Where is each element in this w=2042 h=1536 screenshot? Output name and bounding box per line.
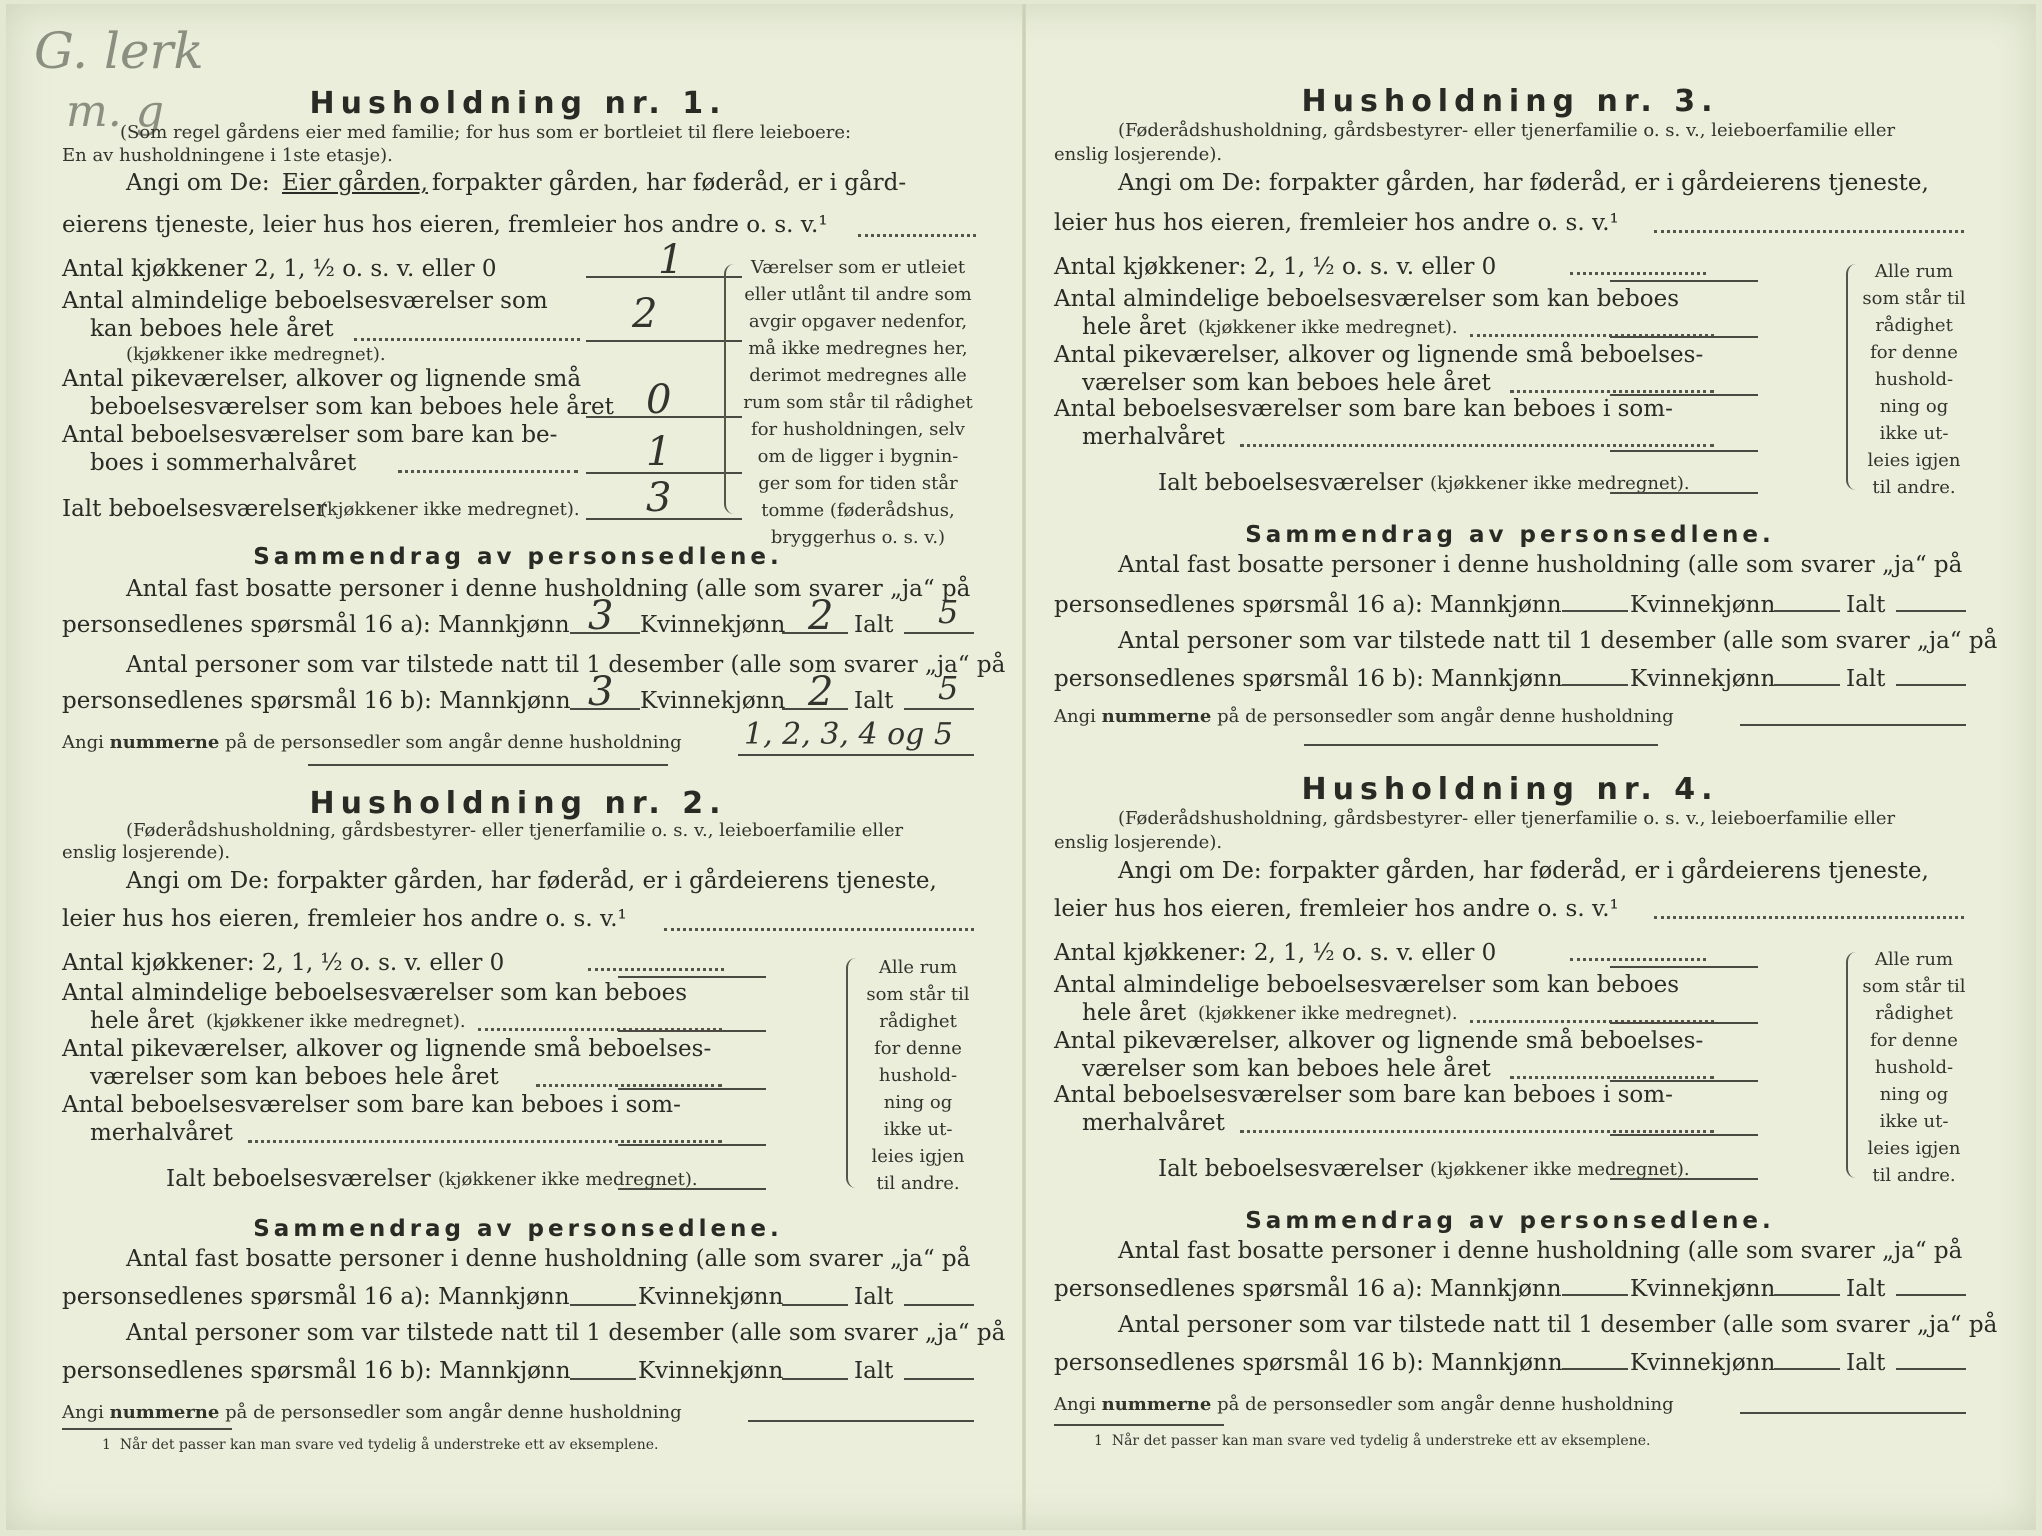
household-1-til-mann-value: 3 <box>588 669 614 715</box>
household-1-sommer-value: 1 <box>646 429 672 475</box>
household-2-almindelige-note: (kjøkkener ikke medregnet). <box>206 1011 466 1032</box>
household-2-angi-line1: Angi om De: forpakter gården, har føderåd, er i gårdeierens tjeneste, <box>126 868 937 894</box>
household-1-ialt-label: Ialt beboelsesværelser <box>62 496 327 522</box>
household-1-pike-line1: Antal pikeværelser, alkover og lignende små <box>62 366 582 392</box>
household-1-ialt-note: (kjøkkener ikke medregnet). <box>320 499 580 520</box>
household-4-almindelige-note: (kjøkkener ikke medregnet). <box>1198 1003 1458 1024</box>
household-1-til-kvinne-value: 2 <box>808 669 834 715</box>
household-1-pike-value: 0 <box>646 377 672 423</box>
household-2-fast-kvinne-label: Kvinnekjønn <box>638 1284 784 1310</box>
household-1-almindelige-note: (kjøkkener ikke medregnet). <box>126 344 386 365</box>
household-3-til-kvinne-label: Kvinnekjønn <box>1630 666 1776 692</box>
household-4-nummerne-label: Angi nummerne på de personsedler som angår denne husholdning <box>1054 1394 1674 1415</box>
household-3-almindelige-line2: hele året <box>1082 314 1187 340</box>
side-note-line: som står til <box>866 984 970 1005</box>
household-2-note-line2: enslig losjerende). <box>62 842 231 863</box>
household-3-nummerne-label: Angi nummerne på de personsedler som angår denne husholdning <box>1054 706 1674 727</box>
side-note-line: hushold- <box>1874 1057 1954 1078</box>
household-1-angi-line2: eierens tjeneste, leier hus hos eieren, fremleier hos andre o. s. v.¹ <box>62 212 828 238</box>
household-4-pike-line2: værelser som kan beboes hele året <box>1082 1056 1491 1082</box>
household-3-side-note <box>1858 258 1970 501</box>
right-column <box>1050 4 1998 1530</box>
household-1-fast-ialt-value: 5 <box>938 593 959 631</box>
household-4-til-ialt-label: Ialt <box>1846 1350 1886 1376</box>
side-note-line: eller utlånt til andre som <box>744 284 972 305</box>
side-note-line: ger som for tiden står <box>758 473 958 494</box>
side-note-line: Alle rum <box>878 957 958 978</box>
side-note-line: bryggerhus o. s. v.) <box>770 527 946 548</box>
household-4-ialt-label: Ialt beboelsesværelser <box>1158 1156 1423 1182</box>
household-2-nummerne-label: Angi nummerne på de personsedler som angår denne husholdning <box>62 1402 682 1423</box>
footnote-right: 1 Når det passer kan man svare ved tydelig å understreke ett av eksemplene. <box>1094 1433 1651 1449</box>
side-note-line: rådighet <box>1875 1003 1953 1024</box>
household-3-note-line2: enslig losjerende). <box>1054 144 1223 165</box>
household-1-fast-ialt-label: Ialt <box>854 612 894 638</box>
household-1-pike-line2: beboelsesværelser som kan beboes hele året <box>90 394 614 420</box>
household-1-til-ialt-label: Ialt <box>854 688 894 714</box>
household-4-almindelige-line1: Antal almindelige beboelsesværelser som kan beboes <box>1054 972 1680 998</box>
household-3-til-line2: personsedlenes spørsmål 16 b): Mannkjønn <box>1054 666 1563 692</box>
household-1-fast-kvinne-label: Kvinnekjønn <box>640 612 786 638</box>
left-column <box>58 4 1006 1530</box>
household-3-fast-ialt-label: Ialt <box>1846 592 1886 618</box>
household-2-title: Husholdning nr. 2. <box>309 786 727 821</box>
household-1-sommer-line2: boes i sommerhalvåret <box>90 450 357 476</box>
household-1-side-note <box>738 254 978 551</box>
household-1-angi-label: Angi om De: <box>126 170 270 196</box>
household-2-note-line1: (Føderådshusholdning, gårdsbestyrer- eller tjenerfamilie o. s. v., leieboerfamilie eller <box>126 820 904 841</box>
household-4-til-line1: Antal personer som var tilstede natt til 1 desember (alle som svarer „ja“ på <box>1118 1312 1998 1338</box>
census-form-page <box>6 4 2036 1530</box>
household-1-fast-mann-value: 3 <box>588 593 614 639</box>
household-2-til-kvinne-label: Kvinnekjønn <box>638 1358 784 1384</box>
side-note-line: rum som står til rådighet <box>743 392 973 413</box>
household-1-til-line2: personsedlenes spørsmål 16 b): Mannkjønn <box>62 688 571 714</box>
archive-stamp-line2: m. g <box>66 86 164 137</box>
side-note-line: må ikke medregnes her, <box>748 338 968 359</box>
side-note-line: ikke ut- <box>1879 423 1949 444</box>
household-4-fast-ialt-label: Ialt <box>1846 1276 1886 1302</box>
household-4-til-line2: personsedlenes spørsmål 16 b): Mannkjønn <box>1054 1350 1563 1376</box>
side-note-line: leies igjen <box>871 1146 965 1167</box>
household-1-nummerne-value: 1, 2, 3, 4 og 5 <box>744 717 953 752</box>
household-2-fast-line2: personsedlenes spørsmål 16 a): Mannkjønn <box>62 1284 570 1310</box>
household-3-note-line1: (Føderådshusholdning, gårdsbestyrer- eller tjenerfamilie o. s. v., leieboerfamilie eller <box>1118 120 1896 141</box>
household-2-kjokkener-label: Antal kjøkkener: 2, 1, ½ o. s. v. eller 0 <box>62 950 505 976</box>
household-4-side-note <box>1858 946 1970 1189</box>
household-3-kjokkener-label: Antal kjøkkener: 2, 1, ½ o. s. v. eller 0 <box>1054 254 1497 280</box>
side-note-line: ning og <box>883 1092 953 1113</box>
side-note-line: avgir opgaver nedenfor, <box>748 311 968 332</box>
side-note-line: Alle rum <box>1874 261 1954 282</box>
household-2-ialt-label: Ialt beboelsesværelser <box>166 1166 431 1192</box>
household-1-angi-options: forpakter gården, har føderåd, er i gård- <box>432 170 907 196</box>
household-1-sommer-line1: Antal beboelsesværelser som bare kan be- <box>62 422 558 448</box>
side-note-line: om de ligger i bygnin- <box>757 446 959 467</box>
side-note-line: ikke ut- <box>883 1119 953 1140</box>
side-note-line: ning og <box>1879 1084 1949 1105</box>
household-2-til-line1: Antal personer som var tilstede natt til 1 desember (alle som svarer „ja“ på <box>126 1320 1006 1346</box>
household-2-ialt-note: (kjøkkener ikke medregnet). <box>438 1169 698 1190</box>
household-4-pike-line1: Antal pikeværelser, alkover og lignende små beboelses- <box>1054 1028 1704 1054</box>
side-note-line: ning og <box>1879 396 1949 417</box>
household-2-pike-line2: værelser som kan beboes hele året <box>90 1064 499 1090</box>
side-note-line: rådighet <box>879 1011 957 1032</box>
side-note-line: til andre. <box>876 1173 960 1194</box>
household-4-almindelige-line2: hele året <box>1082 1000 1187 1026</box>
household-2-til-line2: personsedlenes spørsmål 16 b): Mannkjønn <box>62 1358 571 1384</box>
side-note-line: ikke ut- <box>1879 1111 1949 1132</box>
side-note-line: leies igjen <box>1867 450 1961 471</box>
household-1-almindelige-line1: Antal almindelige beboelsesværelser som <box>62 288 548 314</box>
household-4-title: Husholdning nr. 4. <box>1301 772 1719 807</box>
household-1-ialt-value: 3 <box>646 475 672 521</box>
household-4-note-line2: enslig losjerende). <box>1054 832 1223 853</box>
household-3-title: Husholdning nr. 3. <box>1301 84 1719 119</box>
side-note-line: for denne <box>1870 342 1958 363</box>
side-note-line: hushold- <box>878 1065 958 1086</box>
side-note-line: som står til <box>1862 976 1966 997</box>
household-4-note-line1: (Føderådshusholdning, gårdsbestyrer- eller tjenerfamilie o. s. v., leieboerfamilie eller <box>1118 808 1896 829</box>
household-1-summary-title: Sammendrag av personsedlene. <box>253 544 783 570</box>
household-4-sommer-line1: Antal beboelsesværelser som bare kan beboes i som- <box>1054 1082 1673 1108</box>
household-1-title: Husholdning nr. 1. <box>309 86 727 121</box>
household-1-note-line1: (Som regel gårdens eier med familie; for hus som er bortleiet til flere leieboere: <box>120 122 852 143</box>
household-2-side-note <box>858 954 978 1197</box>
household-1-almindelige-value: 2 <box>632 291 658 337</box>
household-1-note-line2: En av husholdningene i 1ste etasje). <box>62 145 393 166</box>
footnote-left: 1 Når det passer kan man svare ved tydelig å understreke ett av eksemplene. <box>102 1437 659 1453</box>
page-fold <box>1022 4 1026 1530</box>
household-2-fast-ialt-label: Ialt <box>854 1284 894 1310</box>
household-4-ialt-note: (kjøkkener ikke medregnet). <box>1430 1159 1690 1180</box>
household-1-eier-option: Eier gården, <box>282 170 428 196</box>
household-1-fast-kvinne-value: 2 <box>808 593 834 639</box>
household-2-pike-line1: Antal pikeværelser, alkover og lignende små beboelses- <box>62 1036 712 1062</box>
household-2-angi-line2: leier hus hos eieren, fremleier hos andre o. s. v.¹ <box>62 906 627 932</box>
household-2-sommer-line2: merhalvåret <box>90 1120 233 1146</box>
household-2-sommer-line1: Antal beboelsesværelser som bare kan beboes i som- <box>62 1092 681 1118</box>
side-note-line: leies igjen <box>1867 1138 1961 1159</box>
household-1-til-kvinne-label: Kvinnekjønn <box>640 688 786 714</box>
household-3-pike-line2: værelser som kan beboes hele året <box>1082 370 1491 396</box>
household-4-sommer-line2: merhalvåret <box>1082 1110 1225 1136</box>
side-note-line: derimot medregnes alle <box>749 365 967 386</box>
household-3-fast-kvinne-label: Kvinnekjønn <box>1630 592 1776 618</box>
household-3-sommer-line2: merhalvåret <box>1082 424 1225 450</box>
household-3-fast-line2: personsedlenes spørsmål 16 a): Mannkjønn <box>1054 592 1562 618</box>
archive-stamp-line1: G. lerk <box>34 22 204 80</box>
household-4-fast-line1: Antal fast bosatte personer i denne husholdning (alle som svarer „ja“ på <box>1118 1238 1963 1264</box>
household-4-kjokkener-label: Antal kjøkkener: 2, 1, ½ o. s. v. eller 0 <box>1054 940 1497 966</box>
household-2-summary-title: Sammendrag av personsedlene. <box>253 1216 783 1242</box>
side-note-line: til andre. <box>1872 1165 1956 1186</box>
household-3-angi-line1: Angi om De: forpakter gården, har føderåd, er i gårdeierens tjeneste, <box>1118 170 1929 196</box>
household-3-pike-line1: Antal pikeværelser, alkover og lignende små beboelses- <box>1054 342 1704 368</box>
side-note-line: Værelser som er utleiet <box>750 257 966 278</box>
side-note-line: Alle rum <box>1874 949 1954 970</box>
household-1-fast-line1: Antal fast bosatte personer i denne husholdning (alle som svarer „ja“ på <box>126 576 971 602</box>
household-1-almindelige-line2: kan beboes hele året <box>90 316 334 342</box>
household-2-almindelige-line1: Antal almindelige beboelsesværelser som kan beboes <box>62 980 688 1006</box>
household-2-til-ialt-label: Ialt <box>854 1358 894 1384</box>
household-4-fast-kvinne-label: Kvinnekjønn <box>1630 1276 1776 1302</box>
household-1-kjokkener-value: 1 <box>658 237 684 283</box>
household-3-sommer-line1: Antal beboelsesværelser som bare kan beboes i som- <box>1054 396 1673 422</box>
side-note-line: som står til <box>1862 288 1966 309</box>
side-note-line: for denne <box>874 1038 962 1059</box>
household-1-til-ialt-value: 5 <box>938 669 959 707</box>
household-3-til-ialt-label: Ialt <box>1846 666 1886 692</box>
side-note-line: tomme (føderådshus, <box>761 500 955 521</box>
household-3-summary-title: Sammendrag av personsedlene. <box>1245 522 1775 548</box>
household-3-ialt-label: Ialt beboelsesværelser <box>1158 470 1423 496</box>
household-1-fast-line2: personsedlenes spørsmål 16 a): Mannkjønn <box>62 612 570 638</box>
household-2-almindelige-line2: hele året <box>90 1008 195 1034</box>
household-2-fast-line1: Antal fast bosatte personer i denne husholdning (alle som svarer „ja“ på <box>126 1246 971 1272</box>
side-note-line: for denne <box>1870 1030 1958 1051</box>
side-note-line: for husholdningen, selv <box>751 419 965 440</box>
household-3-almindelige-note: (kjøkkener ikke medregnet). <box>1198 317 1458 338</box>
household-1-nummerne-label: Angi nummerne på de personsedler som angår denne husholdning <box>62 732 682 753</box>
side-note-line: rådighet <box>1875 315 1953 336</box>
household-4-angi-line1: Angi om De: forpakter gården, har føderåd, er i gårdeierens tjeneste, <box>1118 858 1929 884</box>
household-4-summary-title: Sammendrag av personsedlene. <box>1245 1208 1775 1234</box>
household-1-kjokkener-label: Antal kjøkkener 2, 1, ½ o. s. v. eller 0 <box>62 256 497 282</box>
household-3-almindelige-line1: Antal almindelige beboelsesværelser som kan beboes <box>1054 286 1680 312</box>
household-3-angi-line2: leier hus hos eieren, fremleier hos andre o. s. v.¹ <box>1054 210 1619 236</box>
household-4-fast-line2: personsedlenes spørsmål 16 a): Mannkjønn <box>1054 1276 1562 1302</box>
side-note-line: hushold- <box>1874 369 1954 390</box>
household-3-ialt-note: (kjøkkener ikke medregnet). <box>1430 473 1690 494</box>
household-4-angi-line2: leier hus hos eieren, fremleier hos andre o. s. v.¹ <box>1054 896 1619 922</box>
household-1-til-line1: Antal personer som var tilstede natt til 1 desember (alle som svarer „ja“ på <box>126 652 1006 678</box>
household-3-til-line1: Antal personer som var tilstede natt til 1 desember (alle som svarer „ja“ på <box>1118 628 1998 654</box>
household-3-fast-line1: Antal fast bosatte personer i denne husholdning (alle som svarer „ja“ på <box>1118 552 1963 578</box>
side-note-line: til andre. <box>1872 477 1956 498</box>
household-4-til-kvinne-label: Kvinnekjønn <box>1630 1350 1776 1376</box>
